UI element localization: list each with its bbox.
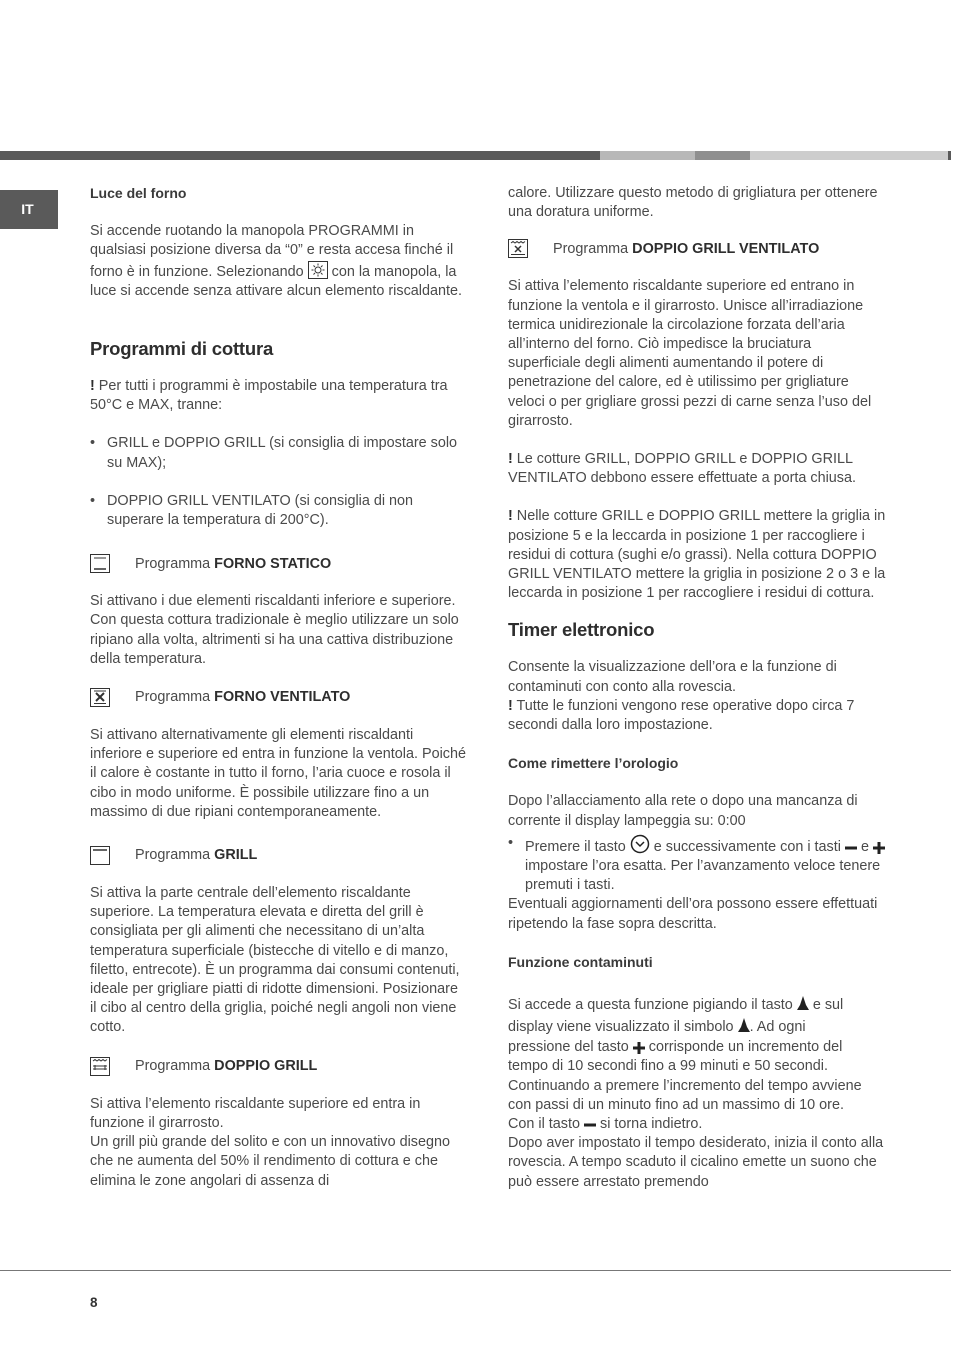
forno-ventilato-text: Si attivano alternativamente gli elementi riscaldanti inferiore e superiore ed entra in funzione la ventola. Poiché il calore è costante in tutto il forno, l’aria cuoce e rosola il cibo in modo uniforme. È possibile utilizzare fino a un massimo di due ripiani contemporaneamente. (90, 727, 466, 820)
programma-doppio-grill: Programma DOPPIO GRILL (90, 1056, 468, 1078)
contaminuti-text-4: Con il tasto si torna indietro. (508, 1115, 703, 1132)
contaminuti-text-3: Continuando a premere l’incremento del tempo avviene con passi di un minuto fino ad un massimo di 10 ore. (508, 1077, 862, 1113)
timer-text: Consente la visualizzazione dell’ora e la funzione di contaminuti con conto alla rovescia. (508, 659, 837, 695)
minus-icon (845, 842, 857, 854)
doppio-grill-ventilato-text: Si attiva l’elemento riscaldante superiore ed entrano in funzione la ventola e il girarrosto. Unisce all’irradiazione termica unidirezionale la circolazione forzata dell’aria all’interno del forno. Ciò impedisce la bruciatura superficiale degli alimenti aumentando il potere di penetrazione del calore, ed è utilissimo per grigliature veloci o per grigliare grossi pezzi di carne senza l’uso del girarrosto. (508, 278, 872, 429)
footer-rule (0, 1270, 951, 1271)
header-color-bar (0, 151, 954, 160)
left-column (90, 184, 468, 1191)
timer-heading: Timer elettronico (508, 619, 655, 641)
bell-icon (738, 1018, 750, 1034)
doppio-grill-text: Si attiva l’elemento riscaldante superiore ed entra in funzione il girarrosto. (90, 1095, 421, 1131)
static-oven-icon (90, 554, 112, 574)
grill-text: Si attiva la parte centrale dell’elemento riscaldante superiore. La temperatura elevata e diretta del grill è consigliata per gli alimenti che necessitano di un’alta temperatura superficiale (bistecche di vitello e di manzo, filetto, entrecote). È un programma dai consumi contenuti, ideale per grigliare piatti di ridotte dimensioni. Posizionare il cibo al centro della griglia, poiché negli angoli non viene cotto. (90, 885, 460, 1036)
clock-icon (630, 834, 650, 854)
list-item: • Premere il tasto e successivamente con i tasti e impostare l’ora esatta. Per l’avanzamento veloce tenere premuti i tasti. (508, 834, 886, 896)
programma-forno-statico: Programma FORNO STATICO (90, 553, 468, 575)
plus-icon (873, 842, 885, 854)
language-tab: IT (0, 190, 58, 229)
note-griglia: ! Nelle cotture GRILL e DOPPIO GRILL mettere la griglia in posizione 5 e la leccarda in posizione 1 per raccogliere i residui di cottura (sughi e/o grassi). Nella cottura DOPPIO GRILL VENTILATO mettere la griglia in posizione 2 o 3 e la leccarda in posizione 1 per raccogliere i residui di cottura. (508, 508, 886, 602)
forno-statico-text: Si attivano i due elementi riscaldanti inferiore e superiore. Con questa cottura tradizionale è meglio utilizzare un solo ripiano alla volta, altrimenti si ha una cattiva distribuzione della temperatura. (90, 593, 459, 667)
light-bulb-icon (308, 261, 328, 279)
luce-forno-text: Si accende ruotando la manopola PROGRAMMI in qualsiasi posizione diversa da “0” e resta accesa finché il forno è in funzione. Selezionando con la manopola, la luce si accende senza attivare alcun elemento riscaldante. (90, 223, 462, 299)
fan-oven-icon (90, 688, 112, 708)
contaminuti-text-5: Dopo aver impostato il tempo desiderato, inizia il conto alla rovescia. A tempo scaduto il cicalino emette un suono che può essere arrestato premendo (508, 1135, 884, 1190)
programma-forno-ventilato: Programma FORNO VENTILATO (90, 687, 468, 709)
minus-icon (584, 1119, 596, 1131)
orologio-heading: Come rimettere l’orologio (508, 755, 679, 772)
orologio-text: Dopo l’allacciamento alla rete o dopo una mancanza di corrente il display lampeggia su: 0:00 (508, 793, 858, 829)
contaminuti-text: Si accede a questa funzione pigiando il tasto e sul display viene visualizzato il simbolo . Ad ogni (508, 997, 844, 1036)
programmi-heading: Programmi di cottura (90, 338, 274, 360)
right-column (508, 184, 886, 1192)
orologio-update-text: Eventuali aggiornamenti dell’ora possono essere effettuati ripetendo la fase sopra descritta. (508, 896, 878, 932)
programmi-note: ! Per tutti i programmi è impostabile una temperatura tra 50°C e MAX, tranne: (90, 378, 448, 414)
list-item: • GRILL e DOPPIO GRILL (si consiglia di impostare solo su MAX); (90, 434, 468, 472)
luce-forno-heading: Luce del forno (90, 185, 187, 201)
note-porta-chiusa: ! Le cotture GRILL, DOPPIO GRILL e DOPPIO GRILL VENTILATO debbono essere effettuate a porta chiusa. (508, 451, 856, 487)
programma-grill: Programma GRILL (90, 845, 468, 867)
contaminuti-text-2: pressione del tasto corrisponde un incremento del tempo di 10 secondi fino a 99 minuti e 50 secondi. (508, 1039, 843, 1075)
list-item: • DOPPIO GRILL VENTILATO (si consiglia di non superare la temperatura di 200°C). (90, 492, 468, 530)
programma-doppio-grill-ventilato: Programma DOPPIO GRILL VENTILATO (508, 238, 886, 260)
fan-double-grill-icon (508, 239, 530, 259)
plus-icon (633, 1042, 645, 1054)
contaminuti-heading: Funzione contaminuti (508, 953, 653, 970)
timer-note: ! Tutte le funzioni vengono rese operative dopo circa 7 secondi dalla loro impostazione. (508, 697, 855, 734)
bell-icon (797, 996, 809, 1012)
grill-icon (90, 846, 112, 866)
page-number: 8 (90, 1295, 98, 1310)
double-grill-icon (90, 1057, 112, 1077)
continued-text: calore. Utilizzare questo metodo di grigliatura per ottenere una doratura uniforme. (508, 185, 878, 221)
doppio-grill-text-2: Un grill più grande del solito e con un innovativo disegno che ne aumenta del 50% il rendimento di cottura e che elimina le zone angolari di assenza di (90, 1134, 450, 1189)
